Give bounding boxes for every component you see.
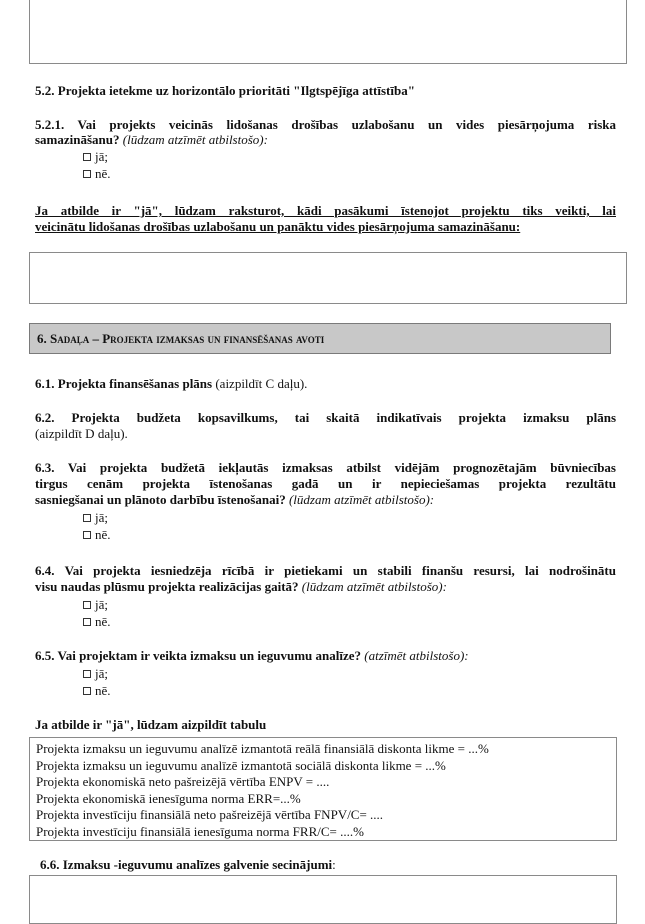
question-6-6: 6.6. Izmaksu -ieguvumu analīzes galvenie secinājumi: [40, 857, 336, 872]
checkbox-icon[interactable] [83, 531, 91, 539]
question-6-4-line1: 6.4. Vai projekta iesniedzēja rīcībā ir pietiekami un stabili finanšu resursi, lai nodrošinātu [35, 563, 616, 578]
question-6-1: 6.1. Projekta finansēšanas plāns (aizpildīt C daļu). [35, 376, 308, 391]
checkbox-icon[interactable] [83, 601, 91, 609]
option-yes-6-3[interactable]: jā; [83, 510, 108, 525]
checkbox-icon[interactable] [83, 170, 91, 178]
option-no-5-2-1[interactable]: nē. [83, 166, 111, 181]
table-row[interactable]: Projekta investīciju finansiālā neto pašreizējā vērtība FNPV/C= .... [36, 807, 384, 822]
section-6-number: 6. Sadaļa – Projekta izmaksas un finansēšanas avoti [37, 331, 325, 346]
question-6-4-line2: visu naudas plūsmu projekta realizācijas gaitā? (lūdzam atzīmēt atbilstošo): [35, 579, 447, 594]
answer-box-6-6[interactable] [29, 875, 617, 924]
checkbox-icon[interactable] [83, 153, 91, 161]
option-no-6-5[interactable]: nē. [83, 683, 111, 698]
checkbox-icon[interactable] [83, 618, 91, 626]
question-6-3-line3: sasniegšanai un plānoto darbību īstenošanai? (lūdzam atzīmēt atbilstošo): [35, 492, 435, 507]
checkbox-icon[interactable] [83, 670, 91, 678]
option-yes-5-2-1[interactable]: jā; [83, 149, 108, 164]
question-6-2-line1: 6.2. Projekta budžeta kopsavilkums, tai skaitā indikatīvais projekta izmaksu plāns [35, 410, 616, 425]
answer-box-5-2-1[interactable] [29, 252, 627, 304]
question-5-2-1-line1: 5.2.1. Vai projekts veicinās lidošanas drošības uzlabošanu un vides piesārņojuma riska [35, 117, 616, 132]
question-5-2-1 [35, 117, 616, 132]
option-no-6-3[interactable]: nē. [83, 527, 111, 542]
table-row[interactable]: Projekta ekonomiskā neto pašreizējā vērtība ENPV = .... [36, 774, 330, 789]
section-6-bar [29, 323, 611, 354]
option-yes-6-4[interactable]: jā; [83, 597, 108, 612]
table-row[interactable]: Projekta izmaksu un ieguvumu analīzē izmantotā sociālā diskonta likme = ...% [36, 757, 446, 773]
table-row[interactable]: Projekta ekonomiskā ienesīguma norma ERR=...% [36, 790, 301, 806]
answer-box-top[interactable] [29, 0, 627, 64]
option-yes-6-5[interactable]: jā; [83, 666, 108, 681]
question-5-2-1-line2: samazināšanu? (lūdzam atzīmēt atbilstošo): [35, 132, 268, 147]
question-6-2-line2: (aizpildīt D daļu). [35, 426, 128, 441]
table-intro: Ja atbilde ir "jā", lūdzam aizpildīt tabulu [35, 717, 267, 732]
cba-table [29, 737, 617, 841]
option-no-6-4[interactable]: nē. [83, 614, 111, 629]
table-row[interactable]: Projekta izmaksu un ieguvumu analīzē izmantotā reālā finansiālā diskonta likme = ...% [36, 741, 489, 756]
question-6-3-line2: tirgus cenām projekta īstenošanas gadā un ir nepieciešamas projekta rezultātu [35, 476, 616, 491]
checkbox-icon[interactable] [83, 514, 91, 522]
question-6-3-line1: 6.3. Vai projekta budžetā iekļautās izmaksas atbilst vidējām prognozētajām būvniecības [35, 460, 616, 475]
question-6-5: 6.5. Vai projektam ir veikta izmaksu un ieguvumu analīze? (atzīmēt atbilstošo): [35, 648, 469, 663]
section-5-2-title: 5.2. Projekta ietekme uz horizontālo prioritāti "Ilgtspējīga attīstība" [35, 83, 415, 98]
checkbox-icon[interactable] [83, 687, 91, 695]
if-yes-5-2-1-line1: Ja atbilde ir "jā", lūdzam raksturot, kādi pasākumi īstenojot projektu tiks veikti, lai [35, 203, 616, 218]
table-row[interactable]: Projekta investīciju finansiālā ienesīguma norma FRR/C= ....% [36, 823, 364, 839]
if-yes-5-2-1-line2: veicinātu lidošanas drošības uzlabošanu un panāktu vides piesārņojuma samazināšanu: [35, 219, 521, 234]
